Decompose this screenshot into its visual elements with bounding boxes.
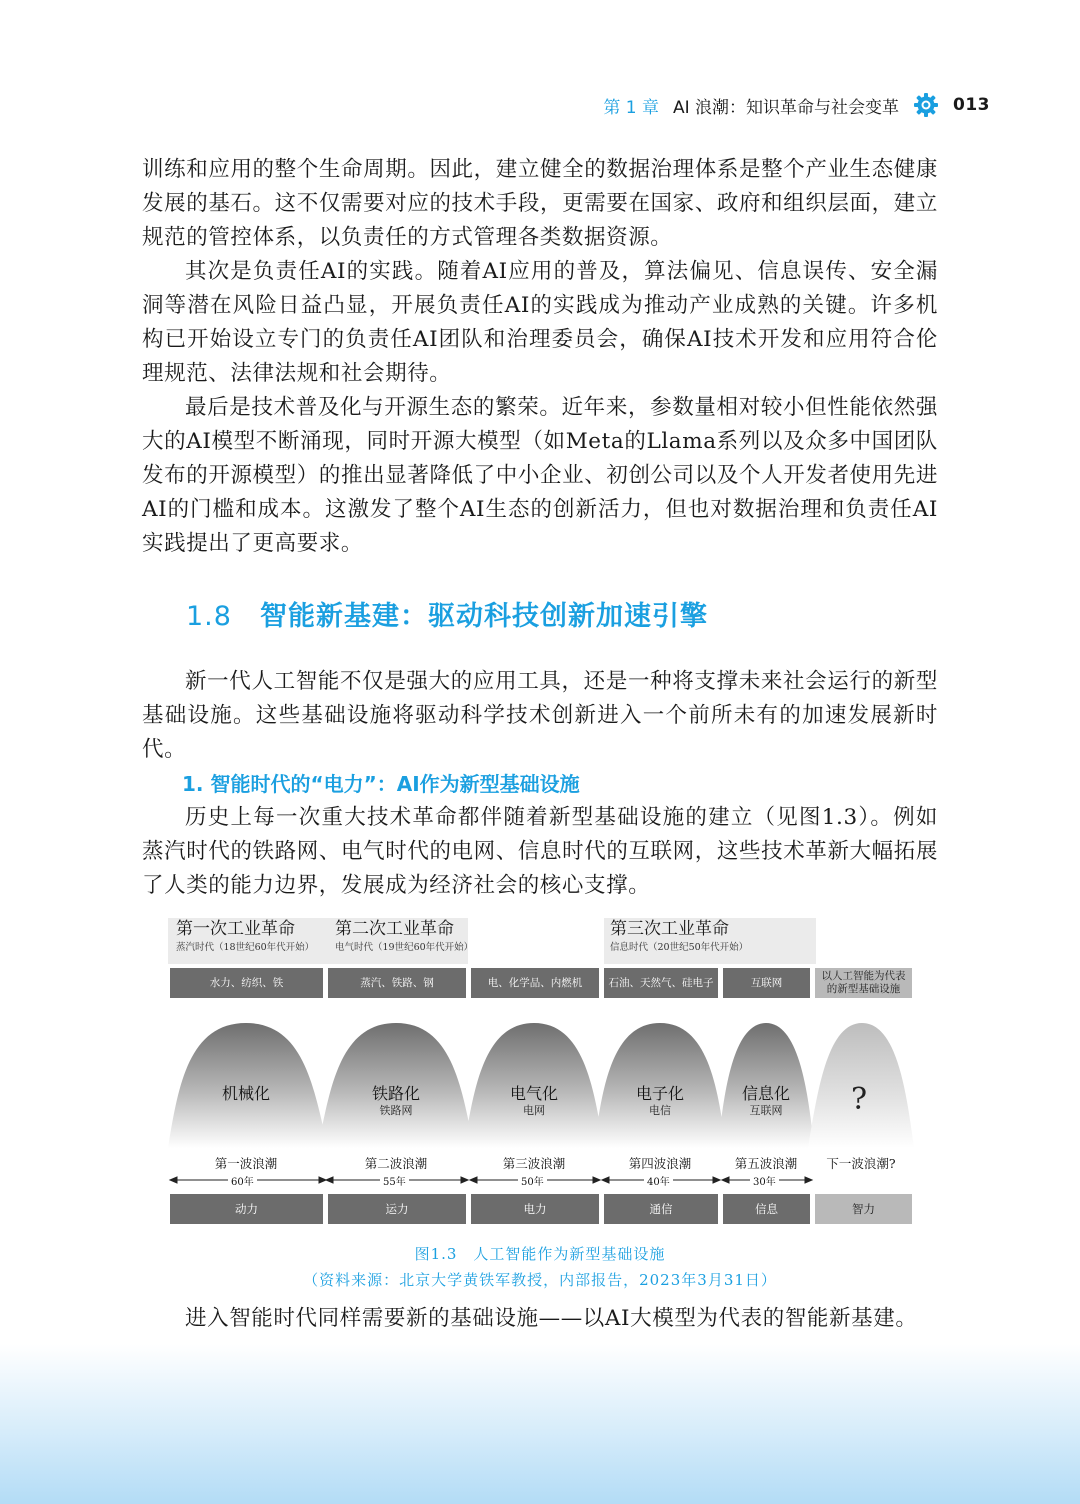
figure-caption: 图1.3 人工智能作为新型基础设施 bbox=[414, 1245, 666, 1263]
body-text-closing bbox=[142, 1302, 938, 1336]
chapter-title: AI 浪潮：知识革命与社会变革 bbox=[672, 97, 899, 118]
body-text-top bbox=[142, 153, 938, 561]
tech-box: 互联网 bbox=[723, 968, 810, 998]
duration-label: 55年 bbox=[380, 1173, 409, 1188]
revolution-title: 第三次工业革命 bbox=[610, 919, 729, 939]
wave-label bbox=[336, 1084, 456, 1118]
duration-label: 30年 bbox=[750, 1173, 779, 1188]
wave-label bbox=[706, 1084, 826, 1118]
paragraph: 其次是负责任AI的实践。随着AI应用的普及，算法偏见、信息误传、安全漏洞等潜在风险日益凸显，开展负责任AI的实践成为推动产业成熟的关键。许多机构已开始设立专门的负责任AI团队和治理委员会，确保AI技术开发和应用符合伦理规范、法律法规和社会期待。 bbox=[142, 259, 938, 386]
revolution-title: 第二次工业革命 bbox=[335, 919, 454, 939]
revolution-title: 第一次工业革命 bbox=[176, 919, 295, 939]
wave-name: 第三波浪潮 bbox=[502, 1156, 566, 1171]
wave-main-label: 电气化 bbox=[509, 1084, 558, 1103]
revolution-1 bbox=[176, 918, 314, 956]
wave-label bbox=[600, 1084, 720, 1118]
wave-sub-label: 电网 bbox=[523, 1104, 545, 1117]
revolution-subtitle: 蒸汽时代（18世纪60年代开始） bbox=[176, 942, 315, 953]
infra-box: 电力 bbox=[471, 1194, 599, 1224]
wave-label bbox=[474, 1084, 594, 1118]
revolution-2 bbox=[335, 918, 473, 956]
infra-box: 运力 bbox=[328, 1194, 466, 1224]
wave-name: 第二波浪潮 bbox=[364, 1156, 428, 1171]
body-text-section bbox=[142, 665, 938, 903]
figure-source: （资料来源：北京大学黄铁军教授，内部报告，2023年3月31日） bbox=[303, 1271, 777, 1289]
wave-sub-label: 电信 bbox=[649, 1104, 671, 1117]
paragraph: 最后是技术普及化与开源生态的繁荣。近年来，参数量相对较小但性能依然强大的AI模型不断涌现，同时开源大模型（如Meta的Llama系列以及众多中国团队发布的开源模型）的推出显著降低了中小企业、初创公司以及个人开发者使用先进AI的门槛和成本。这激发了整个AI生态的创新活力，但也对数据治理和负责任AI实践提出了更高要求。 bbox=[142, 395, 938, 556]
wave-sub-label: 铁路网 bbox=[379, 1104, 413, 1117]
tech-box: 电、化学品、内燃机 bbox=[471, 968, 599, 998]
paragraph: 进入智能时代同样需要新的基础设施——以AI大模型为代表的智能新基建。 bbox=[185, 1306, 918, 1331]
subheading: 1. 智能时代的“电力”：AI作为新型基础设施 bbox=[182, 772, 580, 796]
section-number: 1.8 bbox=[186, 601, 232, 632]
tech-box: 石油、天然气、硅电子 bbox=[604, 968, 718, 998]
wave-chart bbox=[168, 998, 914, 1148]
wave-label bbox=[186, 1084, 306, 1104]
tech-box: 以人工智能为代表的新型基础设施 bbox=[815, 968, 912, 998]
wave-name: 下一波浪潮? bbox=[826, 1156, 896, 1171]
revolution-3 bbox=[610, 918, 748, 956]
page-number: 013 bbox=[953, 95, 990, 115]
running-header bbox=[603, 90, 990, 120]
chapter-label: 第 1 章 bbox=[603, 97, 659, 118]
wave-main-label: 电子化 bbox=[635, 1084, 684, 1103]
tech-box: 蒸汽、铁路、钢 bbox=[328, 968, 466, 998]
section-title: 智能新基建：驱动科技创新加速引擎 bbox=[259, 601, 708, 632]
infra-box: 动力 bbox=[170, 1194, 323, 1224]
question-mark: ? bbox=[851, 1082, 868, 1117]
page-bottom-gradient bbox=[0, 1344, 1080, 1504]
infra-box: 信息 bbox=[723, 1194, 810, 1224]
wave-name: 第一波浪潮 bbox=[214, 1156, 278, 1171]
wave-name: 第五波浪潮 bbox=[734, 1156, 798, 1171]
wave-main-label: 机械化 bbox=[221, 1084, 270, 1103]
paragraph: 新一代人工智能不仅是强大的应用工具，还是一种将支撑未来社会运行的新型基础设施。这些基础设施将驱动科学技术创新进入一个前所未有的加速发展新时代。 bbox=[142, 669, 938, 762]
revolution-subtitle: 信息时代（20世纪50年代开始） bbox=[610, 942, 749, 953]
wave-name: 第四波浪潮 bbox=[628, 1156, 692, 1171]
duration-label: 50年 bbox=[518, 1173, 547, 1188]
wave-main-label: 信息化 bbox=[741, 1084, 790, 1103]
revolution-subtitle: 电气时代（19世纪60年代开始） bbox=[335, 942, 474, 953]
paragraph: 训练和应用的整个生命周期。因此，建立健全的数据治理体系是整个产业生态健康发展的基石。这不仅需要对应的技术手段，更需要在国家、政府和组织层面，建立规范的管控体系，以负责任的方式管理各类数据资源。 bbox=[142, 157, 938, 250]
gear-icon bbox=[913, 92, 939, 118]
section-heading bbox=[186, 594, 708, 633]
duration-label: 40年 bbox=[644, 1173, 673, 1188]
infra-box: 智力 bbox=[815, 1194, 912, 1224]
infra-box: 通信 bbox=[604, 1194, 718, 1224]
tech-box: 水力、纺织、铁 bbox=[170, 968, 323, 998]
duration-label: 60年 bbox=[228, 1173, 257, 1188]
wave-main-label: 铁路化 bbox=[371, 1084, 420, 1103]
wave-sub-label: 互联网 bbox=[749, 1104, 783, 1117]
figure-1-3 bbox=[168, 918, 914, 1228]
paragraph: 历史上每一次重大技术革命都伴随着新型基础设施的建立（见图1.3）。例如蒸汽时代的铁路网、电气时代的电网、信息时代的互联网，这些技术革新大幅拓展了人类的能力边界，发展成为经济社会的核心支撑。 bbox=[142, 805, 938, 898]
